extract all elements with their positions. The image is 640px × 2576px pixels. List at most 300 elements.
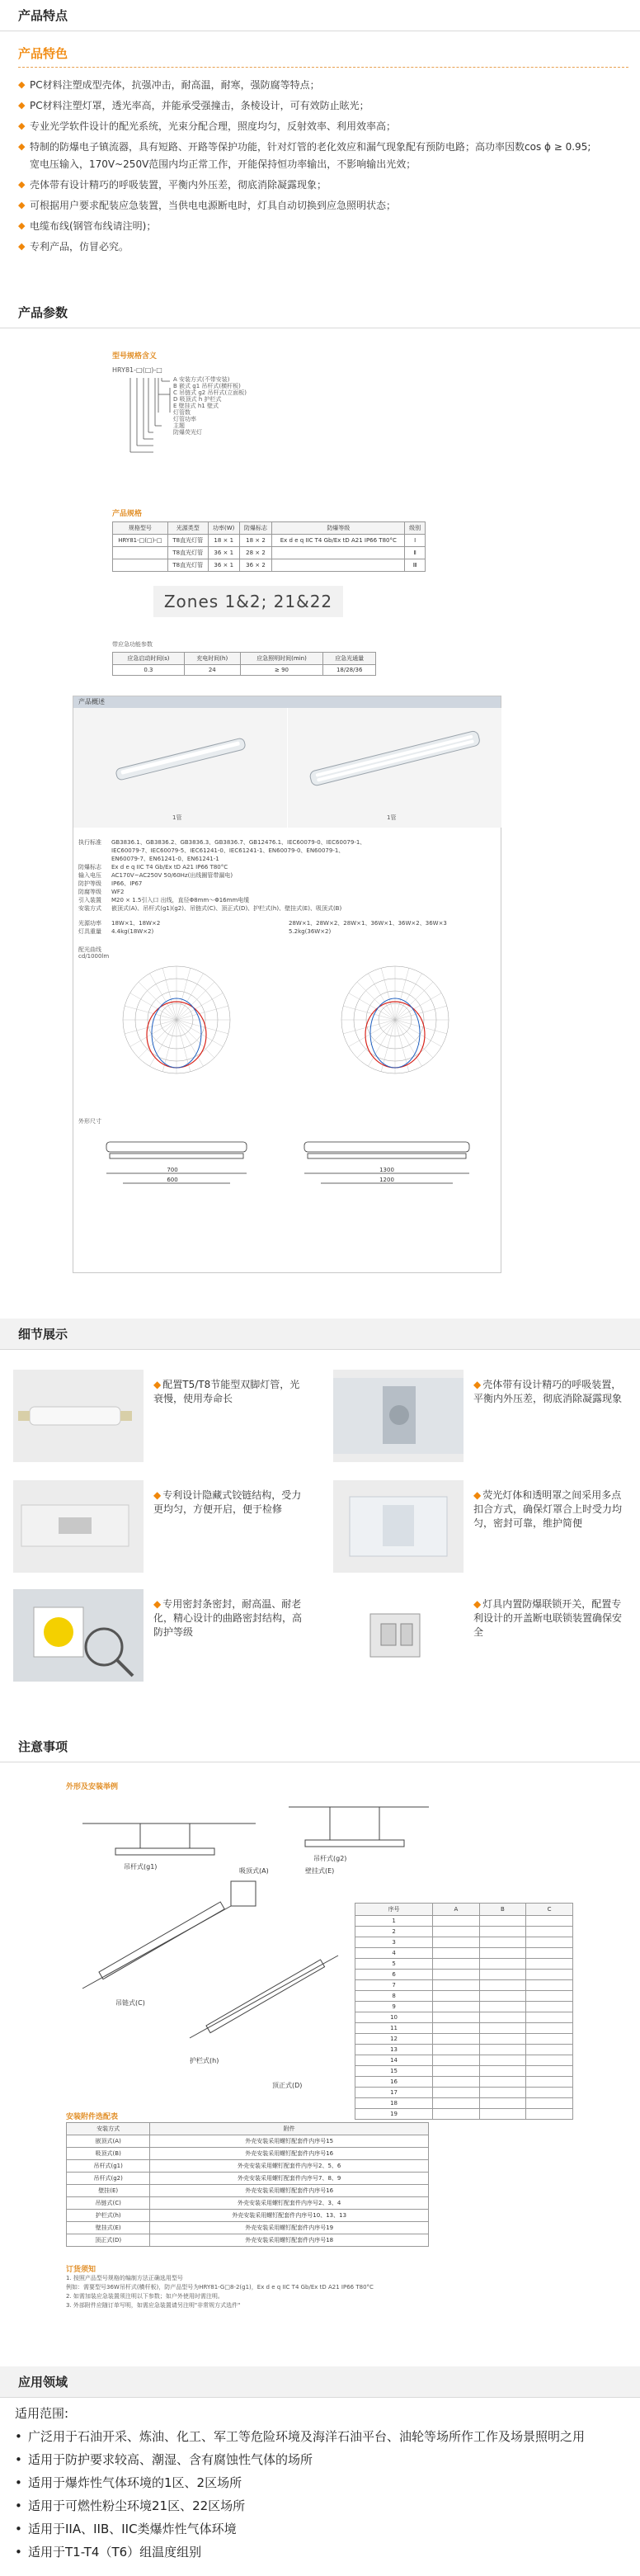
- feature-text: 宽电压输入，170V~250V范围内均正常工作，开能保持恒功率输出，不影响输出光效；: [30, 158, 416, 170]
- spec-cell: 28 × 2: [239, 547, 272, 559]
- polar-spoke: [176, 1020, 223, 1047]
- spec-cell: 36 × 2: [239, 559, 272, 572]
- parts-cell: 外壳安装采用螺钉配套件内序号18: [150, 2234, 429, 2247]
- polar-spoke: [176, 1020, 214, 1058]
- number-cell: [479, 2088, 526, 2098]
- order-line: 例如：需要型号36W吊杆式(横杆板)，防产品型号为HRY81-G□8-2(g1)，Ex d e q IIC T4 Gb/Ex tD A21 IP66 T80°C: [66, 2284, 374, 2291]
- parts-cell: 外壳安装采用螺钉配套件内序号7、8、9: [150, 2173, 429, 2185]
- detail-image-switch: [333, 1589, 464, 1682]
- polar-spoke: [349, 1020, 395, 1047]
- spec-cell: [113, 559, 168, 572]
- install-label: 顶正式(D): [272, 2082, 303, 2089]
- model-labels: [173, 376, 247, 436]
- overview-specs: [78, 838, 495, 936]
- model-label: B 嵌式 g1 吊杆式(横杆板): [173, 383, 241, 389]
- number-cell: 19: [355, 2109, 433, 2120]
- application-text: 适用于可燃性粉尘环境21区、22区场所: [28, 2498, 246, 2513]
- application-item: [15, 2543, 640, 2561]
- detail-text-1: 配置T5/T8节能型双脚灯管，光衰慢，使用寿命长: [153, 1379, 300, 1404]
- model-label: C 吊链式 g2 吊杆式(立面板): [173, 389, 247, 396]
- overview-title: 产品概述: [73, 696, 501, 708]
- application-item: [15, 2451, 640, 2469]
- spec-cell: HRY81-□(□)-□: [113, 535, 168, 547]
- number-row: [355, 1959, 573, 1970]
- number-cell: [526, 2034, 573, 2045]
- polar-spoke: [176, 968, 191, 1020]
- number-cell: 3: [355, 1937, 433, 1948]
- number-header-cell: 序号: [355, 1904, 433, 1916]
- params-image: [66, 338, 577, 1295]
- feature-text: 电缆布线(钢管布线请注明)；: [30, 220, 157, 232]
- number-cell: 11: [355, 2023, 433, 2034]
- spec-cell: Ex d e q IIC T4 Gb/Ex tD A21 IP66 T80°C: [272, 535, 405, 547]
- polar-spoke: [395, 1020, 422, 1066]
- detail-image-breather: [333, 1370, 464, 1462]
- number-row: [355, 2109, 573, 2120]
- polar-spoke: [130, 993, 176, 1021]
- parts-cell: 吊杆式(g1): [67, 2160, 150, 2173]
- feature-bullet-icon: ◆: [18, 220, 26, 231]
- parts-table-header: [67, 2123, 429, 2135]
- number-cell: [526, 2088, 573, 2098]
- weight-right: 5.2kg(36W×2): [289, 928, 332, 935]
- number-row: [355, 2045, 573, 2055]
- application-text: 广泛用于石油开采、炼油、化工、军工等危险环境及海洋石油平台、油轮等场所作工作及场景照明之用: [28, 2429, 586, 2444]
- notes-header-text: 注意事项: [18, 1739, 68, 1754]
- spec-header-cell: 规格型号: [113, 522, 168, 535]
- feature-item: [18, 158, 627, 170]
- feature-item: [18, 241, 627, 252]
- ip-label: 防护等级: [78, 880, 101, 887]
- polar-spoke: [381, 968, 395, 1020]
- ex-value: Ex d e q IIC T4 Gb/Ex tD A21 IP66 T80°C: [111, 864, 228, 870]
- polar-spoke: [395, 1020, 433, 1058]
- product-overview: [73, 696, 501, 1273]
- number-row: [355, 2088, 573, 2098]
- parts-cell: 壁挂式(E): [67, 2222, 150, 2234]
- detail-card-5: ◆ 专用密封条密封，耐高温、耐老化，精心设计的曲路密封结构，高防护等级: [0, 1589, 313, 1684]
- emergency-value-cell: 24: [184, 665, 240, 676]
- detail-text-2: 壳体带有设计精巧的呼吸装置，平衡内外压差，彻底消除凝露现象: [473, 1379, 623, 1404]
- number-header-cell: C: [526, 1904, 573, 1916]
- detail-card-1: ◆ 配置T5/T8节能型双脚灯管，光衰慢，使用寿命长: [0, 1370, 313, 1465]
- detail-image-tube: [13, 1370, 144, 1462]
- number-cell: [526, 2066, 573, 2077]
- parts-row: [67, 2148, 429, 2160]
- number-cell: [433, 2045, 479, 2055]
- parts-number-body: [355, 1916, 573, 2120]
- parts-row: [67, 2160, 429, 2173]
- number-cell: [479, 2045, 526, 2055]
- number-cell: [479, 2109, 526, 2120]
- parts-cell: 外壳安装采用螺钉配套件内序号19: [150, 2222, 429, 2234]
- number-cell: 18: [355, 2098, 433, 2109]
- emergency-table-values: [113, 665, 376, 676]
- feature-item: [18, 79, 627, 91]
- spec-header-cell: 防爆标志: [239, 522, 272, 535]
- standard-line: EN60079-7、EN61241-0、EN61241-1: [111, 856, 219, 862]
- polar-spoke: [176, 982, 214, 1020]
- lamp-right-label: 1管: [387, 814, 397, 821]
- polar-spoke: [395, 982, 433, 1020]
- number-cell: [479, 2002, 526, 2012]
- number-cell: [526, 1959, 573, 1970]
- number-cell: 6: [355, 1970, 433, 1980]
- spec-row: [113, 547, 426, 559]
- number-cell: 2: [355, 1927, 433, 1937]
- emergency-table: [112, 652, 376, 676]
- polar-spoke: [357, 1020, 395, 1058]
- parts-cell: 嵌顶式(A): [67, 2135, 150, 2148]
- number-row: [355, 2055, 573, 2066]
- application-item: [15, 2427, 640, 2446]
- polar-spoke: [125, 1020, 176, 1034]
- corrosion-value: WF2: [111, 889, 125, 895]
- bullet-icon: •: [15, 2475, 22, 2490]
- feature-bullet-icon: ◆: [18, 141, 26, 152]
- detail-card-6: ◆ 灯具内置防爆联锁开关，配置专利设计的开盖断电联锁装置确保安全: [320, 1589, 633, 1684]
- number-cell: 16: [355, 2077, 433, 2088]
- distrib-title: 配光曲线: [78, 946, 101, 953]
- feature-bullet-icon: ◆: [18, 120, 26, 131]
- detail-image-clasp: [333, 1480, 464, 1573]
- feature-bullet-icon: ◆: [18, 200, 26, 210]
- parts-row: [67, 2197, 429, 2210]
- spec-row: [113, 535, 426, 547]
- polar-spoke: [343, 1020, 395, 1034]
- application-item: [15, 2474, 640, 2492]
- parts-cell: 外壳安装采用螺钉配套件内序号15: [150, 2135, 429, 2148]
- number-row: [355, 2012, 573, 2023]
- number-cell: [433, 1927, 479, 1937]
- number-cell: [433, 2088, 479, 2098]
- number-cell: [433, 1948, 479, 1959]
- number-cell: [433, 1970, 479, 1980]
- order-line: 1. 按照产品型号规格的编制方法正确选用型号: [66, 2275, 183, 2281]
- number-row: [355, 1916, 573, 1927]
- install-label: 护栏式(h): [190, 2057, 219, 2064]
- order-line: 3. 外部附件应随订单写明，如需应急装置请另注明"非常规方式选件": [66, 2302, 241, 2309]
- spec-cell: Ⅱ: [405, 547, 426, 559]
- number-cell: [526, 1948, 573, 1959]
- number-cell: [433, 1916, 479, 1927]
- install-label: 吊链式(C): [115, 1999, 145, 2007]
- parts-row: [67, 2185, 429, 2197]
- number-cell: [433, 1937, 479, 1948]
- dims-title: 外形尺寸: [78, 1118, 101, 1125]
- application-intro: 适用范围:: [15, 2406, 69, 2421]
- number-cell: [479, 2055, 526, 2066]
- spec-header-cell: 级别: [405, 522, 426, 535]
- zones-banner: Zones 1&2; 21&22: [153, 586, 343, 617]
- detail-image-seal: [13, 1589, 144, 1682]
- polar-spoke: [176, 993, 223, 1021]
- notes-image: [66, 1781, 577, 2335]
- dimension-drawings: [90, 1125, 486, 1200]
- application-item: [15, 2497, 640, 2515]
- spec-cell: 18 × 2: [239, 535, 272, 547]
- parts-row: [67, 2173, 429, 2185]
- parts-cell: 吊杆式(g2): [67, 2173, 150, 2185]
- polar-spoke: [395, 968, 409, 1020]
- install-label: 吊杆式(g2): [313, 1855, 347, 1862]
- parts-cell: 壁挂(E): [67, 2185, 150, 2197]
- parts-cell: 顶正式(D): [67, 2234, 150, 2247]
- number-cell: [433, 2077, 479, 2088]
- dim-left-inner: 600: [167, 1177, 178, 1183]
- notes-section-header: [0, 1731, 640, 1762]
- application-section: [0, 2366, 640, 2566]
- bullet-icon: •: [15, 2452, 22, 2467]
- feature-bullet-icon: ◆: [18, 179, 26, 190]
- bullet-icon: •: [15, 2522, 22, 2536]
- number-cell: 10: [355, 2012, 433, 2023]
- detail-header-text: 细节展示: [18, 1327, 68, 1342]
- spec-cell: [272, 547, 405, 559]
- entry-label: 引入装置: [78, 897, 101, 903]
- features-section: [0, 31, 640, 295]
- parts-row: [67, 2210, 429, 2222]
- polar-spoke: [349, 993, 395, 1021]
- spec-cell: 36 × 1: [208, 547, 239, 559]
- model-label: E 壁挂式 h1 壁式: [173, 403, 219, 409]
- order-lines: [66, 2274, 374, 2310]
- number-cell: [526, 2077, 573, 2088]
- application-section-header: [0, 2366, 640, 2398]
- polar-spoke: [139, 1020, 176, 1058]
- number-cell: [526, 1937, 573, 1948]
- number-row: [355, 1948, 573, 1959]
- number-cell: [479, 2077, 526, 2088]
- feature-bullet-icon: ◆: [18, 79, 26, 90]
- detail-card-4: ◆ 荧光灯体和透明罩之间采用多点扣合方式，确保灯罩合上时受力均匀，密封可靠，维护简便: [320, 1480, 633, 1575]
- spec-cell: 18 × 1: [208, 535, 239, 547]
- application-text: 适用于爆炸性气体环境的1区、2区场所: [28, 2475, 242, 2490]
- emergency-value-cell: 0.3: [113, 665, 185, 676]
- application-item: [15, 2520, 640, 2538]
- detail-text-3: 专利设计隐藏式铰链结构，受力更均匀，方便开启，便于检修: [153, 1489, 302, 1515]
- feature-item: [18, 100, 627, 111]
- power-left: 18W×1、18W×2: [111, 920, 161, 927]
- number-cell: [479, 1916, 526, 1927]
- feature-bullet-icon: ◆: [18, 100, 26, 111]
- parts-row: [67, 2234, 429, 2247]
- feature-text: 可根据用户要求配装应急装置，当供电电源断电时，灯具自动切换到应急照明状态；: [30, 200, 397, 211]
- spec-cell: [272, 559, 405, 572]
- number-row: [355, 2023, 573, 2034]
- feature-item: [18, 200, 627, 211]
- lamp-image-right: [288, 708, 501, 828]
- model-label: 灯管数: [173, 409, 191, 416]
- standard-line: IEC60079-7、IEC60079-5、IEC61241-0、IEC61241-1、EN60079-0、EN60079-1、: [111, 847, 345, 854]
- model-label: 主题: [173, 422, 185, 429]
- features-header-text: 产品特点: [18, 8, 68, 23]
- number-cell: [433, 1959, 479, 1970]
- install-label: 壁挂式(E): [305, 1867, 335, 1875]
- number-cell: [526, 2045, 573, 2055]
- number-cell: [526, 1927, 573, 1937]
- install-label: 吊杆式(g1): [124, 1863, 158, 1871]
- spec-cell: T8直光灯管: [167, 559, 208, 572]
- install-label: 安装方式: [78, 905, 101, 912]
- install-label: 吸顶式(A): [239, 1867, 269, 1875]
- polar-spoke: [162, 968, 176, 1020]
- polar-charts: [90, 960, 486, 1084]
- detail-image-hinge: [13, 1480, 144, 1573]
- number-cell: [433, 2023, 479, 2034]
- features-title: 产品特色: [18, 45, 628, 68]
- feature-text: PC材料注塑成型壳体，抗强冲击，耐高温，耐寒，强防腐等特点；: [30, 79, 320, 91]
- number-row: [355, 1991, 573, 2002]
- weight-label: 灯具重量: [78, 928, 101, 935]
- features-list: [18, 79, 627, 252]
- polar-chart-right: [341, 966, 449, 1073]
- bullet-icon: •: [15, 2429, 22, 2444]
- number-cell: [433, 2109, 479, 2120]
- number-cell: [479, 1927, 526, 1937]
- lamp-1-icon: [73, 708, 287, 815]
- parts-cell: 外壳安装采用螺钉配套件内序号10、13、13: [150, 2210, 429, 2222]
- number-cell: [433, 2098, 479, 2109]
- number-cell: [433, 1991, 479, 2002]
- number-cell: 12: [355, 2034, 433, 2045]
- number-cell: [479, 2012, 526, 2023]
- feature-text: PC材料注塑灯罩，透光率高，并能承受强撞击，条棱设计，可有效防止眩光；: [30, 100, 369, 111]
- number-cell: [479, 2098, 526, 2109]
- feature-item: [18, 179, 627, 191]
- polar-chart-left: [123, 966, 230, 1073]
- number-cell: [433, 2066, 479, 2077]
- order-title: 订货须知: [66, 2266, 96, 2274]
- polar-spoke: [395, 1020, 441, 1047]
- polar-spoke: [130, 1020, 176, 1047]
- number-cell: [433, 2055, 479, 2066]
- parts-title: 安装附件选配表: [66, 2113, 119, 2121]
- spec-header-cell: 光源类型: [167, 522, 208, 535]
- spec-cell: [113, 547, 168, 559]
- emergency-header-cell: 充电时间(h): [184, 653, 240, 665]
- parts-cell: 外壳安装采用螺钉配套件内序号16: [150, 2185, 429, 2197]
- detail-text-6: 灯具内置防爆联锁开关，配置专利设计的开盖断电联锁装置确保安全: [473, 1598, 623, 1638]
- install-value: 嵌顶式(A)、吊杆式(g1)(g2)、吊链式(C)、顶正式(D)、护栏式(h)、壁挂式(E)、吸顶式(B): [111, 905, 342, 912]
- number-cell: [526, 1916, 573, 1927]
- standard-label: 执行标准: [78, 839, 101, 846]
- emergency-value-cell: ≥ 90: [240, 665, 323, 676]
- feature-item: [18, 120, 627, 132]
- number-cell: [433, 2034, 479, 2045]
- spec-cell: Ⅲ: [405, 559, 426, 572]
- number-row: [355, 2002, 573, 2012]
- params-section-header: [0, 297, 640, 328]
- number-cell: [526, 2023, 573, 2034]
- parts-cell: 护栏式(h): [67, 2210, 150, 2222]
- number-row: [355, 2034, 573, 2045]
- number-cell: [526, 2109, 573, 2120]
- application-text: 适用于防护要求较高、潮湿、含有腐蚀性气体的场所: [28, 2452, 313, 2467]
- feature-item: [18, 220, 627, 232]
- emergency-header-cell: 应急照明时间(min): [240, 653, 323, 665]
- parts-table-body: [67, 2135, 429, 2247]
- application-list: [0, 2398, 640, 2561]
- parts-cell: 外壳安装采用螺钉配套件内序号2、3、4: [150, 2197, 429, 2210]
- polar-spoke: [150, 1020, 177, 1066]
- number-cell: [526, 2055, 573, 2066]
- lamp-2-icon: [288, 708, 501, 815]
- polar-spoke: [176, 1020, 204, 1066]
- model-label: D 吸顶式 h 护栏式: [173, 396, 222, 403]
- number-cell: 15: [355, 2066, 433, 2077]
- number-row: [355, 1937, 573, 1948]
- spec-table: [112, 521, 426, 572]
- spec-cell: Ⅰ: [405, 535, 426, 547]
- feature-text: 壳体带有设计精巧的呼吸装置，平衡内外压差，彻底消除凝露现象；: [30, 179, 327, 191]
- model-label: A 安装方式(不带安装): [173, 376, 230, 383]
- dim-right-outer: 1300: [379, 1167, 394, 1173]
- number-cell: 7: [355, 1980, 433, 1991]
- feature-text: 专业光学软件设计的配光系统，光束分配合理，照度均匀，反射效率、利用效率高；: [30, 120, 397, 132]
- model-code: HRY81-□(□)-□: [112, 366, 162, 374]
- number-cell: [479, 1991, 526, 2002]
- spec-table-header: [113, 522, 426, 535]
- number-cell: 8: [355, 1991, 433, 2002]
- feature-text: 特制的防爆电子镇流器，具有短路、开路等保护功能，针对灯管的老化效应和漏气现象配有预防电路；高功率因数cos ϕ ≥ 0.95;: [30, 141, 591, 153]
- emergency-value-cell: 18/28/36: [323, 665, 376, 676]
- number-cell: 5: [355, 1959, 433, 1970]
- spec-title: 产品规格: [112, 510, 143, 518]
- number-cell: [526, 2098, 573, 2109]
- spec-table-body: [113, 535, 426, 572]
- number-row: [355, 2077, 573, 2088]
- number-cell: [526, 1980, 573, 1991]
- params-header-text: 产品参数: [18, 305, 68, 320]
- parts-number-header: [355, 1904, 573, 1916]
- emergency-title: 带应急功能参数: [112, 641, 153, 648]
- number-cell: [526, 1970, 573, 1980]
- parts-cell: 吸顶式(B): [67, 2148, 150, 2160]
- bullet-icon: •: [15, 2498, 22, 2513]
- number-cell: [479, 2023, 526, 2034]
- application-items: [15, 2427, 640, 2561]
- number-header-cell: B: [479, 1904, 526, 1916]
- spec-row: [113, 559, 426, 572]
- number-cell: [479, 1980, 526, 1991]
- model-title: 型号规格含义: [112, 352, 158, 361]
- detail-card-3: ◆ 专利设计隐藏式铰链结构，受力更均匀，方便开启，便于检修: [0, 1480, 313, 1575]
- application-text: 适用于IIA、IIB、IIC类爆炸性气体环境: [28, 2522, 237, 2536]
- detail-section-header: [0, 1319, 640, 1350]
- number-row: [355, 2066, 573, 2077]
- feature-text: 专利产品，仿冒必究。: [30, 241, 129, 252]
- number-cell: [526, 1991, 573, 2002]
- lamp-image-left: [73, 708, 287, 828]
- number-cell: [479, 2034, 526, 2045]
- dim-left-outer: 700: [167, 1167, 178, 1173]
- parts-cell: 外壳安装采用螺钉配套件内序号2、5、6: [150, 2160, 429, 2173]
- number-row: [355, 1970, 573, 1980]
- number-cell: [479, 1948, 526, 1959]
- application-text: 适用于T1-T4（T6）组温度组别: [28, 2545, 202, 2559]
- input-label: 输入电压: [78, 872, 101, 879]
- parts-cell: 吊链式(C): [67, 2197, 150, 2210]
- order-line: 2. 如需加装应急装置须注明以下参数；如户外使用时需注明。: [66, 2293, 224, 2300]
- number-cell: [526, 2002, 573, 2012]
- polar-spoke: [139, 982, 176, 1020]
- number-cell: [526, 2012, 573, 2023]
- number-cell: 1: [355, 1916, 433, 1927]
- number-cell: [433, 2012, 479, 2023]
- polar-spoke: [357, 982, 395, 1020]
- polar-spoke: [395, 993, 441, 1021]
